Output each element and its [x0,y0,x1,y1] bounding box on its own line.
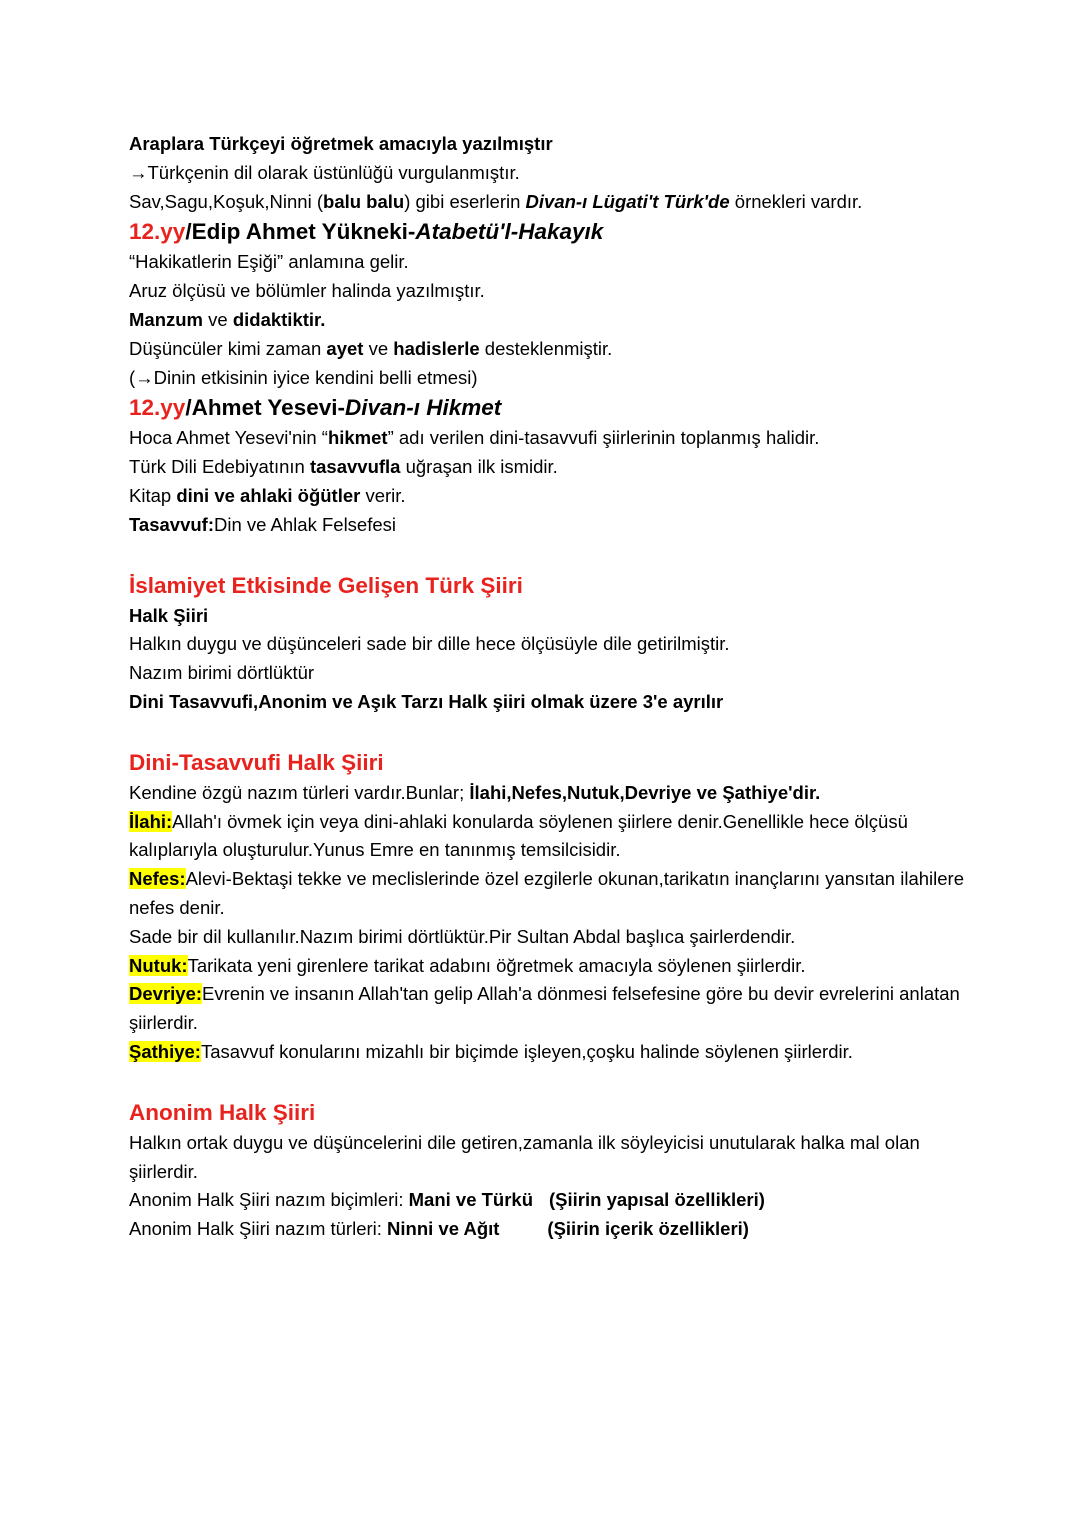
definition-sathiye [129,1038,989,1067]
bold-text: dini ve ahlaki öğütler [176,484,361,506]
text: Allah'ı övmek için veya dini-ahlaki konularda söylenen şiirlere denir.Genellikle hece ölçüsü kalıplarıyla oluşturulur.Yunus Emre en tanınmış temsilcisidir. [129,810,908,861]
yesevi-heading [129,392,989,424]
text: Tarikata yeni girenlere tarikat adabını öğretmek amacıyla söylenen şiirlerdir. [187,954,806,976]
text: Anonim Halk Şiiri nazım türleri: [129,1218,388,1240]
bold-text: hadislerle [393,337,480,359]
bold-text: İlahi,Nefes,Nutuk,Devriye ve Şathiye'dir. [469,781,821,803]
text-line: (→Dinin etkisinin iyice kendini belli etmesi) [129,366,478,388]
text-line: Halkın ortak duygu ve düşüncelerini dile getiren,zamanla ilk söyleyicisi unutularak halka mal olan şiirlerdir. [129,1131,920,1182]
bold-text: (Şiirin yapısal özellikleri) [549,1189,765,1211]
text: Hoca Ahmet Yesevi'nin “ [129,427,328,449]
text: ” adı verilen dini-tasavvufi şiirlerinin toplanmış halidir. [387,427,820,449]
highlighted-term: İlahi: [129,810,173,832]
islamiyet-section [129,570,989,717]
document-content [129,130,989,1244]
text: ve [363,337,394,359]
text: Alevi-Bektaşi tekke ve meclislerinde özel ezgilerle okunan,tarikatın inançlarını yansıtan ilahilere nefes denir. [129,868,964,918]
bold-text: tasavvufla [309,456,401,478]
work-title: Divan-ı Lügati't Türk'de [525,190,730,212]
bold-text: didaktiktir. [232,308,326,330]
text-line [129,688,989,717]
text: Kendine özgü nazım türleri vardır.Bunlar; [129,781,470,803]
text: Türk Dili Edebiyatının [129,456,310,478]
text-line [129,511,989,540]
highlighted-term: Nefes: [129,868,186,890]
author-name: /Edip Ahmet Yükneki- [185,219,416,245]
text: ve [203,308,233,330]
text-line: Sade bir dil kullanılır.Nazım birimi dörtlüktür.Pir Sultan Abdal başlıca şairlerdendir. [129,925,796,947]
bold-text: balu balu [323,190,405,212]
bold-text: (Şiirin içerik özellikleri) [547,1218,749,1240]
section-title: Anonim Halk Şiiri [129,1099,316,1125]
text: örnekleri vardır. [729,190,863,212]
text-line [129,335,989,364]
bold-text: Ninni ve Ağıt [387,1218,500,1240]
text: Düşüncüler kimi zaman [129,337,327,359]
bold-text: hikmet [327,427,388,449]
subtitle [129,602,989,631]
bold-text: Araplara Türkçeyi öğretmek amacıyla yazılmıştır [129,133,553,154]
bold-text: Tasavvuf: [129,513,214,535]
text-line [129,424,989,453]
highlighted-term: Devriye: [129,983,203,1005]
text-line [129,453,989,482]
text: Anonim Halk Şiiri nazım biçimleri: [129,1189,409,1211]
highlighted-term: Nutuk: [129,954,188,976]
text: desteklenmiştir. [479,337,613,359]
text-line [129,1215,989,1244]
bold-text: Manzum [129,308,203,330]
text-line [129,188,989,217]
text: Evrenin ve insanın Allah'tan gelip Allah'a dönmesi felsefesine göre bu devir evrelerini anlatan şiirlerdir. [129,983,960,1034]
text-line: Halkın duygu ve düşünceleri sade bir dille hece ölçüsüyle dile getirilmiştir. [129,633,730,655]
text: Din ve Ahlak Felsefesi [214,513,397,535]
text-line: Aruz ölçüsü ve bölümler halinda yazılmıştır. [129,280,485,302]
text: verir. [360,484,406,506]
bold-text: Mani ve Türkü [408,1189,534,1211]
text-line: “Hakikatlerin Eşiği” anlamına gelir. [129,251,409,273]
section-title: İslamiyet Etkisinde Gelişen Türk Şiiri [129,572,523,598]
text-line [129,482,989,511]
definition-ilahi [129,808,989,866]
anonim-section [129,1097,989,1244]
definition-devriye [129,980,989,1038]
text-line: Nazım birimi dörtlüktür [129,662,315,684]
work-title: Divan-ı Hikmet [344,395,502,421]
author-name: /Ahmet Yesevi- [185,395,345,421]
section-title: Dini-Tasavvufi Halk Şiiri [129,749,384,775]
text-line: →Türkçenin dil olarak üstünlüğü vurgulanmıştır. [129,161,520,183]
definition-nutuk [129,952,989,981]
dini-tasavvufi-section [129,747,989,1067]
bold-text: Halk Şiiri [129,604,209,626]
text-line [129,1186,989,1215]
highlighted-term: Şathiye: [129,1040,201,1062]
text-line [129,130,989,159]
text: Tasavvuf konularını mizahlı bir biçimde işleyen,çoşku halinde söylenen şiirlerdir. [200,1040,853,1062]
work-title: Atabetü'l-Hakayık [415,219,604,245]
bold-text: Dini Tasavvufi,Anonim ve Aşık Tarzı Halk şiiri olmak üzere 3'e ayrılır [129,690,724,712]
text-line [129,306,989,335]
text: ) gibi eserlerin [404,190,526,212]
bold-text: ayet [326,337,364,359]
text: Sav,Sagu,Koşuk,Ninni ( [129,190,324,212]
century-label: 12.yy [129,219,186,245]
edip-heading [129,216,989,248]
text: uğraşan ilk ismidir. [400,456,558,478]
text-line [129,779,989,808]
century-label: 12.yy [129,395,186,421]
text: Kitap [129,484,177,506]
definition-nefes [129,865,989,923]
